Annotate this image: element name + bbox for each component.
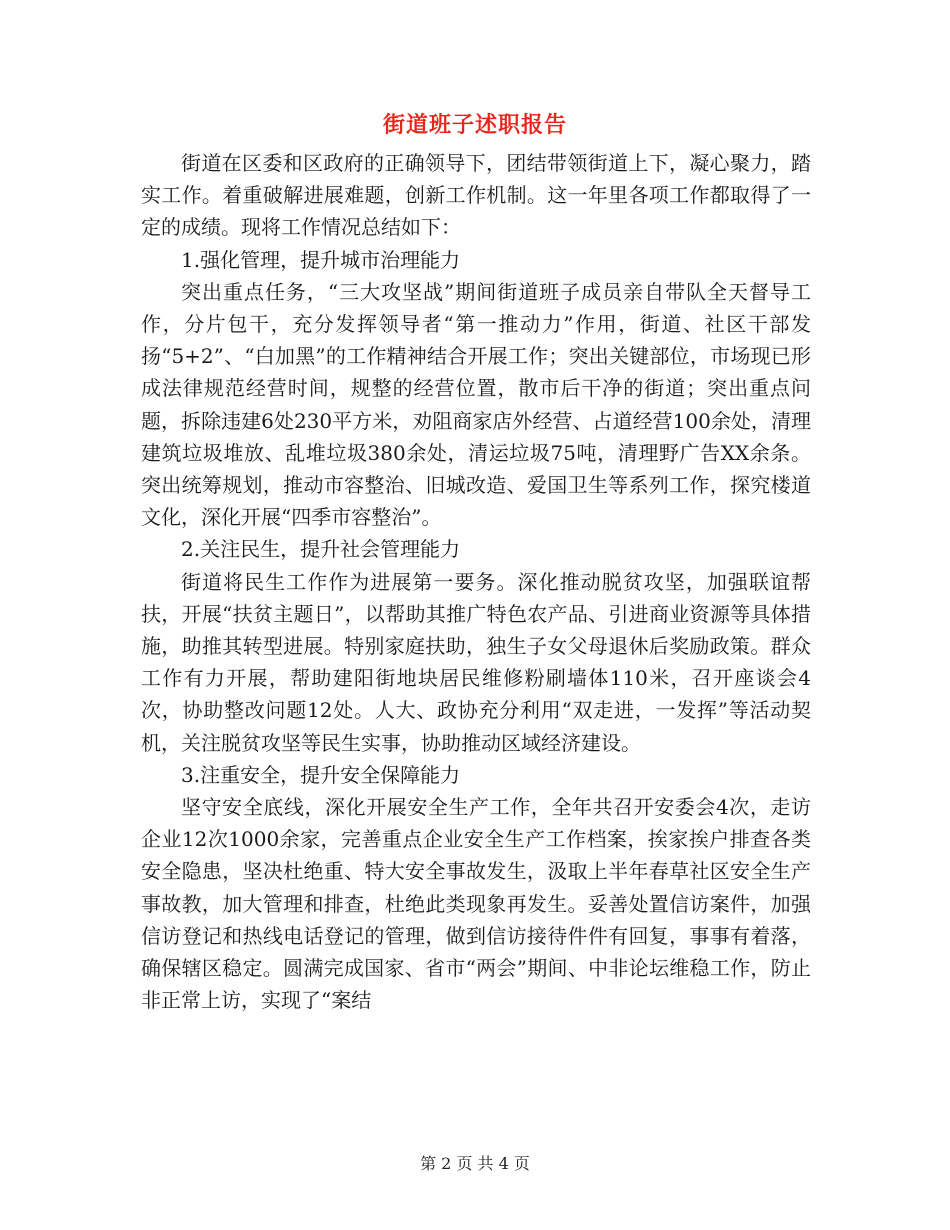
paragraph-intro: 街道在区委和区政府的正确领导下，团结带领街道上下，凝心聚力，踏实工作。着重破解进展难题，创新工作机制。这一年里各项工作都取得了一定的成绩。现将工作情况总结如下：	[141, 151, 811, 240]
paragraph-section-1: 突出重点任务，“三大攻坚战”期间街道班子成员亲自带队全天督导工作，分片包干，充分发挥领导者“第一推动力”作用，街道、社区干部发扬“5+2”、“白加黑”的工作精神结合开展工作；突出关键部位，市场现已形成法律规范经营时间，规整的经营位置，散市后干净的街道；突出重点问题，拆除违建6处230平方米，劝阻商家店外经营、占道经营100余处，清理建筑垃圾堆放、乱堆垃圾380余处，清运垃圾75吨，清理野广告XX余条。突出统筹规划，推动市容整治、旧城改造、爱国卫生等系列工作，探究楼道文化，深化开展“四季市容整治”。	[141, 279, 811, 530]
document-body	[141, 147, 811, 1016]
paragraph-section-3: 坚守安全底线，深化开展安全生产工作，全年共召开安委会4次，走访企业12次1000余家，完善重点企业安全生产工作档案，挨家挨户排查各类安全隐患，坚决杜绝重、特大安全事故发生，汲取上半年春草社区安全生产事故教，加大管理和排查，杜绝此类现象再发生。妥善处置信访案件，加强信访登记和热线电话登记的管理，做到信访接待件件有回复，事事有着落，确保辖区稳定。圆满完成国家、省市“两会”期间、中非论坛维稳工作，防止非正常上访，实现了“案结	[141, 795, 811, 1013]
section-heading-1: 1.强化管理，提升城市治理能力	[181, 247, 461, 272]
section-heading-2: 2.关注民生，提升社会管理能力	[181, 537, 461, 562]
section-heading-3: 3.注重安全，提升安全保障能力	[181, 762, 461, 787]
page-number-footer: 第 2 页 共 4 页	[420, 1154, 530, 1173]
document-title: 街道班子述职报告	[382, 112, 567, 138]
paragraph-section-2: 街道将民生工作作为进展第一要务。深化推动脱贫攻坚，加强联谊帮扶，开展“扶贫主题日”，以帮助其推广特色农产品、引进商业资源等具体措施，助推其转型进展。特别家庭扶助，独生子女父母退休后奖励政策。群众工作有力开展，帮助建阳街地块居民维修粉刷墙体110米，召开座谈会4次，协助整改问题12处。人大、政协充分利用“双走进，一发挥”等活动契机，关注脱贫攻坚等民生实事，协助推动区域经济建设。	[141, 569, 811, 755]
